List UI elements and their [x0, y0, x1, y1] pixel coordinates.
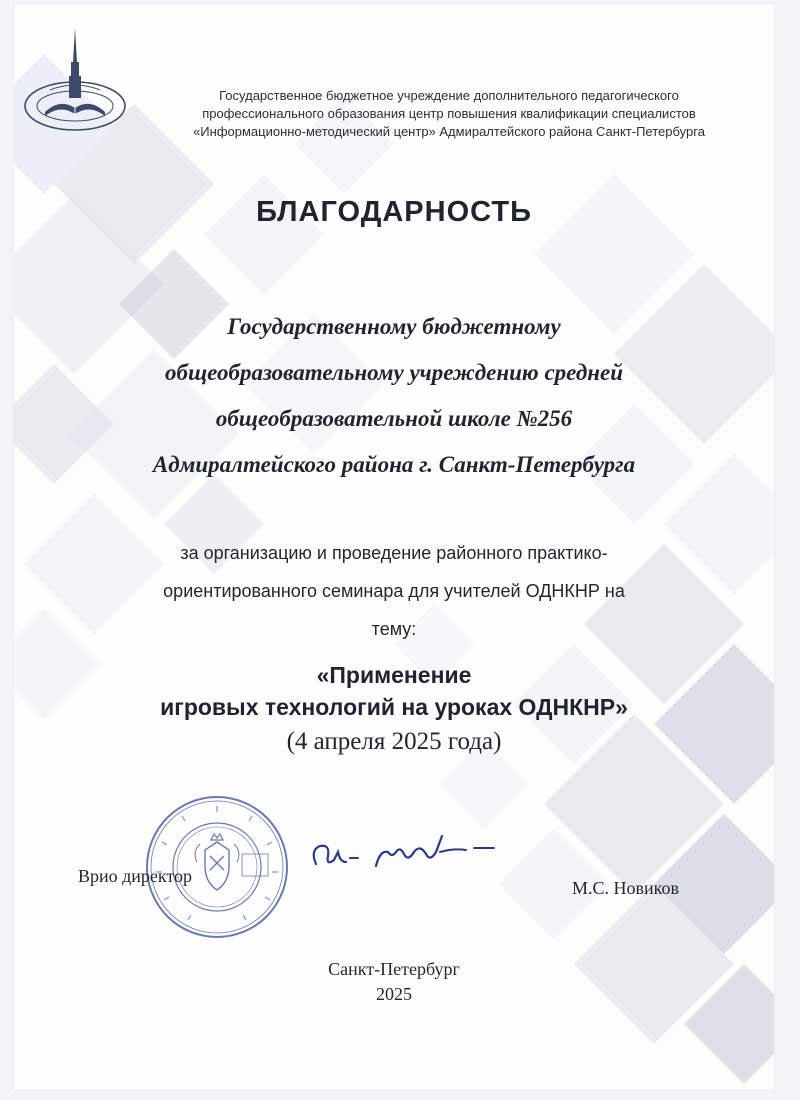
event-date: (4 апреля 2025 года) [286, 728, 502, 755]
certificate-title: БЛАГОДАРНОСТЬ [256, 196, 532, 228]
director-signature [304, 822, 504, 882]
footer-year: 2025 [376, 984, 412, 1004]
recipient-line-2: общеобразовательному учреждению средней [164, 360, 623, 385]
reason-line-3: тему: [371, 619, 417, 639]
signer-position: Врио директор [78, 866, 193, 886]
topic-line-1: «Применение [316, 662, 472, 688]
recipient-line-4: Адмиралтейского района г. Санкт-Петербурга [152, 452, 636, 477]
reason-line-2: ориентированного семинара для учителей ОДНКНР на [163, 581, 625, 601]
org-header-line-1: Государственное бюджетное учреждение дополнительного педагогического [219, 88, 679, 103]
org-header-line-3: «Информационно-методический центр» Адмиралтейского района Санкт-Петербурга [193, 124, 705, 139]
reason-block [74, 534, 714, 648]
recipient-line-3: общеобразовательной школе №256 [215, 406, 573, 431]
seminar-topic [14, 659, 774, 723]
footer-city: Санкт-Петербург [328, 959, 460, 979]
organization-header [124, 87, 774, 141]
signer-name: М.С. Новиков [572, 878, 679, 898]
recipient-line-1: Государственному бюджетному [227, 314, 561, 339]
organization-logo [20, 24, 140, 134]
background-diamond [204, 174, 324, 294]
reason-line-1: за организацию и проведение районного практико- [180, 543, 608, 563]
recipient-block [14, 304, 774, 488]
topic-line-2: игровых технологий на уроках ОДНКНР» [160, 694, 628, 720]
org-header-line-2: профессионального образования центр повышения квалификации специалистов [202, 106, 696, 121]
certificate-sheet [14, 4, 774, 1090]
